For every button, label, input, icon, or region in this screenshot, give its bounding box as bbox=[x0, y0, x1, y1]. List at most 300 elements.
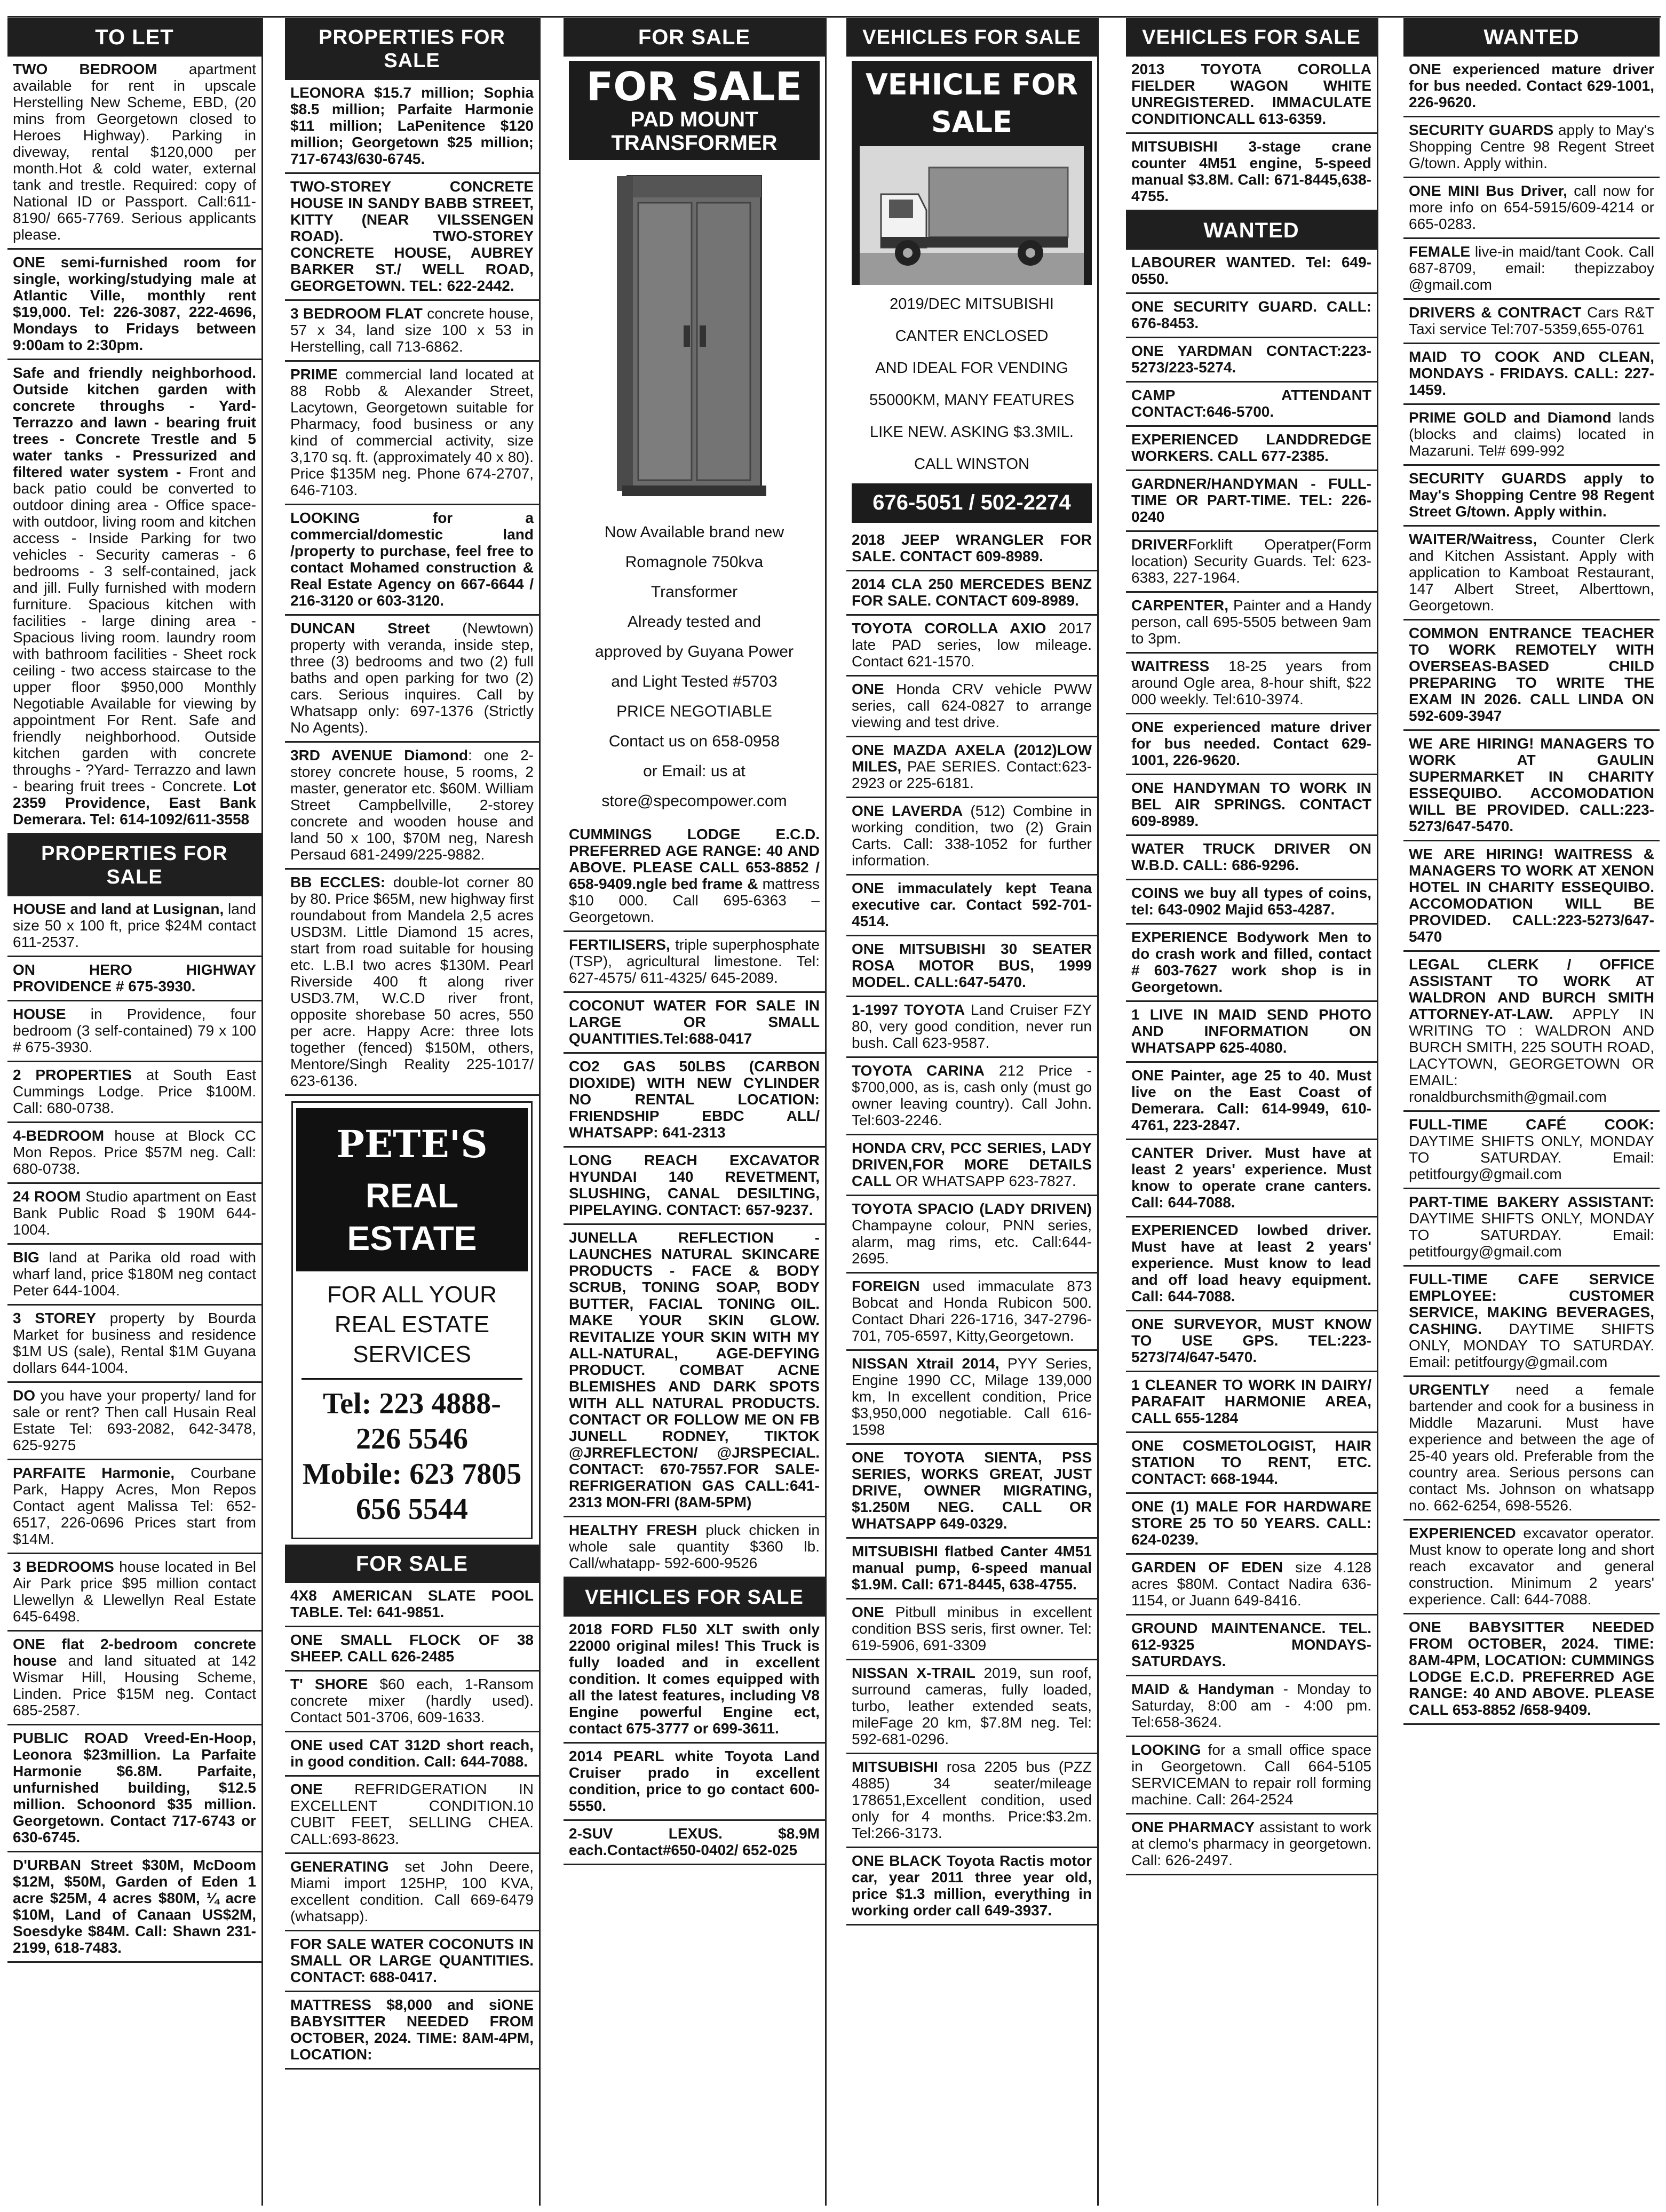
classified-ad-body: set John Deere, Miami import 125HP, 100 KVA, excellent condition. Call 669-6479 (whatsapp). bbox=[290, 1858, 534, 1924]
for-sale-list-3 bbox=[564, 822, 825, 1578]
classified-ad-lead: PARFAITE Harmonie, bbox=[13, 1465, 175, 1481]
classified-ad bbox=[846, 1754, 1097, 1848]
classified-ad-lead: BB ECCLES: bbox=[290, 874, 386, 890]
classified-ad-body: and land situated at 142 Wismar Hill, Housing Scheme, Linden. Price $15M neg. Contact 685-2587. bbox=[13, 1652, 256, 1718]
classified-ad-body: (512) Combine in working condition, two (2) Grain Carts. Call: 338-1052 for further information. bbox=[852, 802, 1092, 869]
classified-ad-body: PAE SERIES. Contact:623-2923 or 225-6181. bbox=[852, 758, 1092, 791]
classified-ad bbox=[1126, 1063, 1377, 1140]
classified-ad-lead: HEALTHY FRESH bbox=[569, 1522, 697, 1538]
ad-text-line: Romagnole 750kva bbox=[625, 553, 764, 571]
classified-ad bbox=[1403, 1267, 1660, 1377]
transformer-ad-title: FOR SALE bbox=[586, 64, 803, 110]
classified-ad-lead: ONE SMALL FLOCK OF 38 SHEEP. CALL 626-2485 bbox=[290, 1632, 534, 1665]
classified-ad-lead: WE ARE HIRING! MANAGERS TO WORK AT GAULIN SUPERMARKET IN CHARITY ESSEQUIBO. ACCOMODATION WILL BE PROVIDED. CALL:223-5273/647-5470. bbox=[1409, 735, 1654, 834]
classified-ad-lead: URGENTLY bbox=[1409, 1381, 1490, 1398]
classified-ad-lead: CAMP ATTENDANT CONTACT:646-5700. bbox=[1131, 387, 1371, 420]
classified-ad-lead: Safe and friendly neighborhood. Outside kitchen garden with concrete throughs - Yard- Terrazzo and lawn - bearing fruit trees - Concrete Trestle and 5 water tanks - Pressurized and filtered water system - bbox=[13, 364, 256, 480]
petes-tel: Tel: 223 4888- bbox=[323, 1387, 501, 1420]
classified-ad-lead: 2018 FORD FL50 XLT swith only 22000 original miles! This Truck is fully loaded and in excellent condition. It comes equipped with all the latest features, including V8 Engine powerful Engine ect, contact 675-3777 or 699-3611. bbox=[569, 1621, 820, 1737]
classified-ad bbox=[1126, 1218, 1377, 1311]
classified-ad bbox=[285, 1931, 539, 1992]
classified-ad-body: Front and back patio could be converted to outdoor dining area - Office space- with outdoor, living room and kitchen access - Inside Parking for two vehicles - Security cameras - 6 bedrooms - 3 self-contained, jack and jill. Fully furnished with modern furniture. Spacious kitchen with facilities - large dining area - Spacious living room. laundry room with bathroom facilities - Sheet rock ceiling - two access staircase to the upper floor $950,000 Monthly Negotiable Available for viewing by appointment For Rent. Safe and friendly neighborhood. Outside kitchen garden with concrete throughs - ?Yard- Terrazzo and lawn - bearing fruit trees - Concrete. bbox=[13, 464, 256, 794]
classified-ad bbox=[846, 1539, 1097, 1600]
classified-ad-lead: ONE YARDMAN CONTACT:223-5273/223-5274. bbox=[1131, 343, 1371, 376]
classified-ad-lead: ONE semi-furnished room for single, working/studying male at Atlantic Ville, monthly rent $19,000. Tel: 226-3087, 222-4696, Mondays to Fridays between 9:00am to 2:30pm. bbox=[13, 254, 256, 353]
classified-ad-body: Honda CRV vehicle PWW series, call 624-0827 to arrange viewing and test drive. bbox=[852, 681, 1092, 730]
classified-ad-body: Courbane Park, Happy Acres, Mon Repos Contact agent Malissa Tel: 652-6517, 226-0696 Prices start from $14M. bbox=[13, 1465, 256, 1547]
classified-ad-body: excavator operator. Must know to operate long and short reach excavator and general construction. Minimum 2 years' experience. Call: 644-7088. bbox=[1409, 1525, 1654, 1608]
classified-ad bbox=[285, 870, 539, 1096]
classified-ad bbox=[1403, 178, 1660, 239]
classified-ad bbox=[1403, 1614, 1660, 1725]
classified-ad bbox=[285, 1672, 539, 1732]
classified-ad bbox=[846, 876, 1097, 936]
classifieds-page bbox=[5, 0, 1661, 2209]
classified-ad-body: APPLY IN WRITING TO : WALDRON AND BURCH SMITH, 225 SOUTH ROAD, LACYTOWN, GEORGETOWN OR EMAIL: ronaldburchsmith@gmail.com bbox=[1409, 1006, 1654, 1105]
petes-logo: PETE'S bbox=[296, 1108, 528, 1172]
classified-ad-body: DAYTIME SHIFTS ONLY, MONDAY TO SATURDAY. Email: petitfourgy@gmail.com bbox=[1409, 1133, 1654, 1182]
classified-ad-lead: ONE (1) MALE FOR HARDWARE STORE 25 TO 50 YEARS. CALL: 624-0239. bbox=[1131, 1498, 1371, 1548]
classified-ad-lead: ONE MITSUBISHI 30 SEATER ROSA MOTOR BUS, 1999 MODEL. CALL:647-5470. bbox=[852, 941, 1092, 990]
classified-ad bbox=[564, 1148, 825, 1225]
section-header-properties-for-sale: PROPERTIES FOR SALE bbox=[7, 834, 261, 896]
classified-ad-lead: 3RD AVENUE Diamond bbox=[290, 747, 468, 763]
classified-ad bbox=[1126, 1676, 1377, 1737]
classified-ad-lead: GROUND MAINTENANCE. TEL. 612-9325 MONDAYS-SATURDAYS. bbox=[1131, 1620, 1371, 1669]
vehicles-list-4 bbox=[846, 527, 1097, 1925]
classified-ad bbox=[564, 1517, 825, 1578]
classified-ad bbox=[7, 360, 261, 834]
classified-ad-lead: ONE bbox=[852, 681, 884, 697]
classified-ad-body: apply to May's Shopping Centre 98 Regent Street G/town. Apply within. bbox=[1409, 122, 1654, 171]
classified-ad bbox=[846, 1135, 1097, 1196]
classified-ad-lead: 2-SUV LEXUS. $8.9M each.Contact#650-0402/ 652-025 bbox=[569, 1825, 820, 1858]
classified-ad-lead: SECURITY GUARDS bbox=[1409, 122, 1554, 138]
classified-ad-lead: ONE experienced mature driver for bus needed. Contact 629-1001, 226-9620. bbox=[1131, 719, 1371, 768]
vehicles-list-5 bbox=[1126, 57, 1377, 211]
classified-ad-body: in Providence, four bedroom (3 self-contained) 79 x 100 # 675-3930. bbox=[13, 1006, 256, 1055]
ad-text-line: Transformer bbox=[650, 583, 738, 601]
classified-ad-lead: TOYOTA CARINA bbox=[852, 1062, 985, 1079]
column-wanted bbox=[1403, 18, 1660, 2206]
classified-ad-body: Land Cruiser FZY 80, very good condition, never run bush. Call 623-9587. bbox=[852, 1001, 1092, 1051]
classified-ad-lead: TOYOTA SPACIO (LADY DRIVEN) bbox=[852, 1200, 1092, 1217]
classified-ad bbox=[1403, 300, 1660, 344]
classified-ad bbox=[7, 957, 261, 1001]
classified-ad bbox=[7, 896, 261, 957]
section-header-for-sale: FOR SALE bbox=[564, 18, 825, 57]
classified-ad-lead: FOR SALE WATER COCONUTS IN SMALL OR LARGE QUANTITIES. CONTACT: 688-0417. bbox=[290, 1936, 534, 1985]
classified-ad-lead: LEONORA $15.7 million; Sophia $8.5 million; Parfaite Harmonie $11 million; LaPenitence $120 million; Georgetown $25 million; 717-6743/630-6745. bbox=[290, 84, 534, 167]
classified-ad bbox=[1403, 344, 1660, 405]
vehicle-ad-phone: 676-5051 / 502-2274 bbox=[872, 491, 1071, 514]
page-top-rule bbox=[7, 0, 1661, 18]
classified-ad-body: 2019, sun roof, surround cameras, fully loaded, turbo, leather extended seats, mileFage 20 km, $7.8M neg. Tel: 592-681-0296. bbox=[852, 1665, 1092, 1747]
section-header-properties-for-sale-2: PROPERTIES FOR SALE bbox=[285, 18, 539, 80]
classified-ad bbox=[285, 1627, 539, 1672]
classified-ad-lead: PART-TIME BAKERY ASSISTANT: bbox=[1409, 1193, 1654, 1210]
classified-ad bbox=[285, 1583, 539, 1627]
classified-ad-lead: ONE bbox=[852, 1604, 884, 1620]
to-let-list bbox=[7, 57, 261, 834]
ad-text-line: Contact us on 658-0958 bbox=[608, 733, 780, 750]
classified-ad bbox=[846, 1274, 1097, 1351]
classified-ad-lead: 3 BEDROOMS bbox=[13, 1558, 114, 1575]
classified-ad-body: house at Block CC Mon Repos. Price $57M neg. Call: 680-0738. bbox=[13, 1127, 256, 1177]
classified-ad-lead: LOOKING for a commercial/domestic land /property to purchase, feel free to contact Mohamed construction & Real Estate Agency on 667-6644 / 216-3120 or 603-3120. bbox=[290, 510, 534, 609]
classified-ad bbox=[1403, 527, 1660, 620]
column-vehicles-and-wanted bbox=[1126, 18, 1378, 2206]
classified-ad bbox=[7, 1123, 261, 1184]
classified-ad bbox=[846, 997, 1097, 1058]
classified-ad-lead: ONE bbox=[290, 1781, 323, 1797]
classified-ad-body: OR WHATSAPP 623-7827. bbox=[891, 1173, 1076, 1189]
classified-ad-body: Forklift Operatper(Form location) Security Guards. Tel: 623-6383, 227-1964. bbox=[1131, 536, 1371, 586]
classified-ad bbox=[7, 250, 261, 360]
section-header-to-let: TO LET bbox=[7, 18, 261, 57]
classified-ad bbox=[285, 1777, 539, 1854]
classified-ad-lead: EXPERIENCED bbox=[1409, 1525, 1516, 1541]
classified-ad-lead: 1 CLEANER TO WORK IN DAIRY/ PARAFAIT HARMONIE AREA, CALL 655-1284 bbox=[1131, 1376, 1371, 1426]
classified-ad-lead: MITSUBISHI flatbed Canter 4M51 manual pump, 6-speed manual $1.9M. Call: 671-8445, 638-4755. bbox=[852, 1543, 1092, 1593]
classified-ad-body: double-lot corner 80 by 80. Price $65M, new highway first roundabout from Mandela 2,5 acres USD3M. Little Diamond 15 acres, start from road suitable for housing etc. L.B.I two acres $130M. Pearl Riverside 400 ft along river USD3.7M, W.C.D river front, opposite shorebase 50 acres, 550 per acre. Happy Acre: three lots together (fenced) $150M, others, Mentore/Singh Reality 225-1017/ 623-6136. bbox=[290, 874, 534, 1089]
classified-ad bbox=[1126, 532, 1377, 593]
classified-ad-lead: FULL-TIME CAFÉ COOK: bbox=[1409, 1116, 1654, 1133]
petes-mobile-2: 656 5544 bbox=[356, 1493, 468, 1526]
classified-ad bbox=[1126, 1140, 1377, 1218]
classified-ad bbox=[285, 505, 539, 616]
classified-ad bbox=[285, 743, 539, 870]
classified-ad bbox=[7, 1306, 261, 1383]
classified-ad bbox=[285, 362, 539, 505]
classified-ad-body: concrete house, 57 x 34, land size 100 x 53 in Herstelling, call 713-6862. bbox=[290, 305, 534, 355]
classified-ad bbox=[846, 1196, 1097, 1274]
classified-ad-lead: 2 PROPERTIES bbox=[13, 1067, 132, 1083]
classified-ad bbox=[846, 1600, 1097, 1660]
classified-ad-lead: ONE SECURITY GUARD. CALL: 676-8453. bbox=[1131, 298, 1371, 331]
classified-ad bbox=[846, 1351, 1097, 1445]
classified-ad bbox=[7, 1383, 261, 1460]
classified-ad bbox=[1126, 1433, 1377, 1494]
petes-mobile: Mobile: 623 7805 bbox=[302, 1458, 522, 1491]
ad-text-line: approved by Guyana Power bbox=[595, 643, 794, 661]
petes-tagline: FOR ALL YOUR REAL ESTATE SERVICES bbox=[302, 1271, 522, 1380]
classified-ad-lead: 4-BEDROOM bbox=[13, 1127, 105, 1144]
column-vehicles-for-sale bbox=[846, 18, 1099, 2206]
classified-ad bbox=[564, 1821, 825, 1865]
classified-ad bbox=[7, 1852, 261, 1963]
ad-text-line: 55000KM, MANY FEATURES bbox=[869, 392, 1075, 409]
classified-ad-body: for a small office space in Georgetown. Call 664-5105 SERVICEMAN to repair roll forming machine. Call: 264-2524 bbox=[1131, 1741, 1371, 1808]
classified-ad bbox=[1126, 1815, 1377, 1875]
classified-ad-body: - Monday to Saturday, 8:00 am - 4:00 pm. Tel:658-3624. bbox=[1131, 1681, 1371, 1730]
classified-ad-lead: COMMON ENTRANCE TEACHER TO WORK REMOTELY WITH OVERSEAS-BASED CHILD PREPARING TO WRITE THE EXAM IN 2026. CALL LINDA ON 592-609-3947 bbox=[1409, 625, 1654, 724]
classified-ad-body: (Newtown) property with veranda, inside step, three (3) bedrooms and two (2) full baths and open parking for two (2) cars. Serious inquires. Call by Whatsapp only: 697-1376 (Strictly No Agents). bbox=[290, 620, 534, 736]
classified-ad-body: Champayne colour, PNN series, alarm, mag rims, etc. Call:644-2695. bbox=[852, 1217, 1092, 1267]
classified-ad-lead: 4X8 AMERICAN SLATE POOL TABLE. Tel: 641-9851. bbox=[290, 1587, 534, 1620]
classified-ad-lead: 3 BEDROOM FLAT bbox=[290, 305, 423, 322]
petes-logo-subtitle: REAL ESTATE bbox=[296, 1172, 528, 1271]
classified-ad bbox=[7, 1245, 261, 1306]
classified-ad-lead: 2013 TOYOTA COROLLA FIELDER WAGON WHITE UNREGISTERED. IMMACULATE CONDITIONCALL 613-6359. bbox=[1131, 61, 1371, 127]
classified-ad-lead: MAID & Handyman bbox=[1131, 1681, 1275, 1697]
classified-ad bbox=[1126, 836, 1377, 880]
classified-ad-lead: ONE TOYOTA SIENTA, PSS SERIES, WORKS GREAT, JUST DRIVE, OWNER MIGRATING, $1.250M NEG. CALL OR WHATSAPP 649-0329. bbox=[852, 1449, 1092, 1532]
classified-ad-body: PYY Series, Engine 1990 CC, Milage 139,000 km, In excellent condition, Price $3,950,000 negotiable. Call 616-1598 bbox=[852, 1355, 1092, 1438]
classified-ad bbox=[846, 616, 1097, 677]
classified-ad-body: live-in maid/tant Cook. Call 687-8709, email: thepizzaboy @gmail.com bbox=[1409, 243, 1654, 293]
classified-ad-body: used immaculate 873 Bobcat and Honda Rubicon 500. Contact Dhari 226-1716, 347-2796-701, 705-6597, Kitty,Georgetown. bbox=[852, 1278, 1092, 1344]
petes-tel-2: 226 5546 bbox=[356, 1422, 468, 1455]
classified-ad bbox=[1126, 880, 1377, 925]
ad-text-line: CANTER ENCLOSED bbox=[895, 328, 1049, 345]
classified-ad-lead: ONE immaculately kept Teana executive car. Contact 592-701-4514. bbox=[852, 880, 1092, 929]
classified-ad bbox=[1126, 654, 1377, 714]
transformer-image bbox=[606, 165, 782, 507]
classified-ad-lead: PRIME bbox=[290, 366, 338, 383]
ad-text-line: PRICE NEGOTIABLE bbox=[616, 703, 772, 720]
classified-ad bbox=[564, 1744, 825, 1821]
classified-ad bbox=[285, 1854, 539, 1931]
vehicle-ad-text bbox=[852, 285, 1092, 483]
ad-text-line: 2019/DEC MITSUBISHI bbox=[890, 296, 1054, 313]
wanted-list-5 bbox=[1126, 250, 1377, 1875]
vehicle-ad-title: VEHICLE FOR SALE bbox=[865, 68, 1078, 139]
classified-ad-lead: ONE COSMETOLOGIST, HAIR STATION TO RENT, ETC. CONTACT: 668-1944. bbox=[1131, 1437, 1371, 1487]
classified-ad-body: need a female bartender and cook for a business in Middle Mazaruni. Must have experience and between the age of 25-40 years old. Preferable from the country area. Serious persons can contact Ms. Johnson on whatsapp no. 662-6254, 698-5526. bbox=[1409, 1381, 1654, 1514]
classified-ad bbox=[1403, 117, 1660, 178]
classified-ad bbox=[564, 822, 825, 932]
classified-ad bbox=[846, 527, 1097, 571]
classified-ad-body: size 4.128 acres $80M. Contact Nadira 636-1154, or Juann 649-8416. bbox=[1131, 1559, 1371, 1609]
ad-text-line: store@specompower.com bbox=[601, 792, 787, 810]
classified-ad bbox=[1403, 405, 1660, 466]
classified-ad bbox=[1403, 1189, 1660, 1267]
classified-ad-lead: WAITRESS bbox=[1131, 658, 1210, 674]
classified-ad bbox=[1126, 1616, 1377, 1676]
classified-ad-body: Counter Clerk and Kitchen Assistant. Apply with application to Kamboat Restaurant, 147 Albert Street, Alberttown, Georgetown. bbox=[1409, 531, 1654, 614]
classified-ad-lead: CO2 GAS 50LBS (CARBON DIOXIDE) WITH NEW CYLINDER NO RENTAL LOCATION: FRIENDSHIP EBDC ALL/ WHATSAPP: 641-2313 bbox=[569, 1058, 820, 1141]
classified-ad-lead: 1 LIVE IN MAID SEND PHOTO AND INFORMATION ON WHATSAPP 625-4080. bbox=[1131, 1006, 1371, 1056]
classified-ad-body: land size 50 x 100 ft, price $24M contact 611-2537. bbox=[13, 901, 256, 950]
classified-ad-lead: PRIME GOLD and Diamond bbox=[1409, 409, 1612, 426]
classified-ad bbox=[1126, 471, 1377, 532]
classified-ad bbox=[285, 301, 539, 362]
ad-text-line: and Light Tested #5703 bbox=[611, 673, 778, 690]
classified-ad bbox=[1126, 57, 1377, 134]
classified-ad-lead: DO bbox=[13, 1387, 35, 1404]
classified-ad bbox=[846, 936, 1097, 997]
classified-ad-lead: ON HERO HIGHWAY PROVIDENCE # 675-3930. bbox=[13, 961, 256, 994]
classified-ad-lead: TOYOTA COROLLA AXIO bbox=[852, 620, 1046, 636]
classified-ad bbox=[1126, 427, 1377, 471]
classified-ad bbox=[1126, 294, 1377, 338]
classified-ad-lead: ONE Painter, age 25 to 40. Must live on the East Coast of Demerara. Call: 614-9949, 610-4761, 223-2847. bbox=[1131, 1067, 1371, 1133]
classified-ad-lead: GENERATING bbox=[290, 1858, 389, 1875]
section-header-vehicles-for-sale-2: VEHICLES FOR SALE bbox=[564, 1578, 825, 1617]
classified-ad-body: at South East Cummings Lodge. Price $100M. Call: 680-0738. bbox=[13, 1067, 256, 1116]
classified-ad-lead: TWO-STOREY CONCRETE HOUSE IN SANDY BABB STREET, KITTY (NEAR VILSSENGEN ROAD). TWO-STOREY CONCRETE HOUSE, AUBREY BARKER ST./ WELL ROAD, GEORGETOWN. TEL: 622-2442. bbox=[290, 178, 534, 294]
classified-ad bbox=[1126, 593, 1377, 654]
classified-ad bbox=[1126, 383, 1377, 427]
classified-ad bbox=[1403, 731, 1660, 841]
classified-ad-lead: EXPERIENCE Bodywork Men to do crash work and filled, contact # 603-7627 work shop is in Georgetown. bbox=[1131, 929, 1371, 995]
classified-ad-lead: NISSAN Xtrail 2014, bbox=[852, 1355, 999, 1372]
classified-ad bbox=[1126, 1494, 1377, 1555]
section-header-wanted: WANTED bbox=[1126, 211, 1377, 250]
classified-ad-lead: 2014 CLA 250 MERCEDES BENZ FOR SALE. CONTACT 609-8989. bbox=[852, 576, 1092, 609]
classified-ad bbox=[285, 80, 539, 174]
classified-ad-body: DAYTIME SHIFTS ONLY, MONDAY TO SATURDAY. Email: petitfourgy@gmail.com bbox=[1409, 1210, 1654, 1260]
classified-ad-lead: LONG REACH EXCAVATOR HYUNDAI 140 REVETMENT, SLUSHING, CANAL DESILTING, PIPELAYING. CONTACT: 657-9237. bbox=[569, 1152, 820, 1218]
classified-ad bbox=[1126, 775, 1377, 836]
classified-ad-lead: BIG bbox=[13, 1249, 39, 1266]
classified-ad-body: Studio apartment on East Bank Public Road $ 190M 644-1004. bbox=[13, 1188, 257, 1238]
classified-ad-lead: FULL-TIME CAFE SERVICE EMPLOYEE: CUSTOMER SERVICE, MAKING BEVERAGES, CASHING. bbox=[1409, 1271, 1654, 1337]
classified-ad bbox=[1126, 338, 1377, 383]
classified-ad bbox=[846, 1058, 1097, 1135]
classified-ad-lead: PUBLIC ROAD Vreed-En-Hoop, Leonora $23million. La Parfaite Harmonie $6.8M. Parfaite, unfurnished building, $12.5 million. Schoonord $35 million. Georgetown. Contact 717-6743 or 630-6745. bbox=[13, 1730, 256, 1845]
classified-ad-lead: MATTRESS $8,000 and siONE BABYSITTER NEEDED FROM OCTOBER, 2024. TIME: 8AM-4PM, LOCATION: bbox=[290, 1996, 534, 2063]
classified-ad-lead: ONE HANDYMAN TO WORK IN BEL AIR SPRINGS. CONTACT 609-8989. bbox=[1131, 779, 1371, 829]
vehicle-ad-banner bbox=[852, 61, 1092, 523]
classified-ad-lead: COINS we buy all types of coins, tel: 643-0902 Majid 653-4287. bbox=[1131, 885, 1371, 918]
section-header-vehicles-for-sale-3: VEHICLES FOR SALE bbox=[1126, 18, 1377, 57]
classified-ad bbox=[285, 1992, 539, 2070]
classified-ad-body: assistant to work at clemo's pharmacy in georgetown. Call: 626-2497. bbox=[1131, 1819, 1372, 1868]
classified-ad-lead: DRIVER bbox=[1131, 536, 1188, 553]
classified-ad-lead: GARDEN OF EDEN bbox=[1131, 1559, 1283, 1576]
classified-ad-lead: HOUSE bbox=[13, 1006, 66, 1022]
classified-ad-body: property by Bourda Market for business and residence $1M US (sale), Rental $1M Guyana dollars 644-1004. bbox=[13, 1310, 256, 1376]
classified-ad-lead: EXPERIENCED LANDDREDGE WORKERS. CALL 677-2385. bbox=[1131, 431, 1371, 464]
properties-list-2 bbox=[285, 80, 539, 1096]
classified-ad bbox=[1126, 1002, 1377, 1063]
transformer-ad-text bbox=[564, 512, 825, 822]
classified-ad-lead: ONE PHARMACY bbox=[1131, 1819, 1255, 1835]
classified-ad-lead: MAID TO COOK AND CLEAN, MONDAYS - FRIDAYS. CALL: 227-1459. bbox=[1409, 348, 1654, 398]
classified-ad bbox=[1126, 925, 1377, 1002]
classified-ad-body: $60 each, 1-Ransom concrete mixer (hardly used). Contact 501-3706, 609-1633. bbox=[290, 1676, 534, 1725]
truck-image bbox=[860, 146, 1084, 285]
transformer-ad-subtitle: PAD MOUNT TRANSFORMER bbox=[611, 108, 778, 155]
classified-ad-lead: ONE used CAT 312D short reach, in good condition. Call: 644-7088. bbox=[290, 1737, 534, 1770]
classified-ad-tail: Lot 2359 Providence, East Bank Demerara. Tel: 614-1092/611-3558 bbox=[13, 778, 256, 827]
classified-ad-lead: ONE BABYSITTER NEEDED FROM OCTOBER, 2024. TIME: 8AM-4PM, LOCATION: CUMMINGS LODGE E.C.D. PREFERRED AGE RANGE: 40 AND ABOVE. PLEASE CALL 653-8852 /658-9409. bbox=[1409, 1619, 1654, 1718]
classified-ad-lead: 24 ROOM bbox=[13, 1188, 81, 1205]
ad-text-line: or Email: us at bbox=[643, 762, 745, 780]
classified-ad-lead: CUMMINGS LODGE E.C.D. PREFERRED AGE RANGE: 40 AND ABOVE. PLEASE CALL 653-8852 / 658-9409.ngle bed frame & bbox=[569, 826, 820, 892]
classified-ad bbox=[1403, 239, 1660, 300]
transformer-ad-banner bbox=[569, 61, 820, 160]
classified-ad bbox=[1403, 1521, 1660, 1614]
classified-ad-body: triple superphosphate (TSP), agricultural limestone. Tel: 627-4575/ 611-4325/ 645-2089. bbox=[569, 936, 820, 986]
classified-ad bbox=[846, 1848, 1097, 1925]
classified-ad bbox=[7, 1725, 261, 1852]
classified-ad bbox=[7, 1184, 261, 1245]
classified-ad bbox=[1403, 1377, 1660, 1521]
classified-ad-body: 18-25 years from around Ogle area, 8-hour shift, $22 000 weekly. Tel:610-3974. bbox=[1131, 658, 1371, 707]
classified-ad-body: commercial land located at 88 Robb & Alexander Street, Lacytown, Georgetown suitable for Pharmacy, food business or any kind of commercial activity, size 3,170 sq. ft. (approximately 40 x 80). Price $135M neg. Phone 674-2707, 646-7103. bbox=[290, 366, 534, 498]
classified-ad-lead: DUNCAN Street bbox=[290, 620, 430, 636]
classified-ad bbox=[285, 174, 539, 301]
ad-text-line: AND IDEAL FOR VENDING bbox=[875, 360, 1068, 377]
classified-ad bbox=[564, 932, 825, 993]
classified-ad-lead: NISSAN X-TRAIL bbox=[852, 1665, 975, 1681]
classified-ad-body: 2017 late PAD series, low mileage. Contact 621-1570. bbox=[852, 620, 1092, 670]
classified-ad bbox=[1126, 250, 1377, 294]
classified-ad bbox=[285, 616, 539, 743]
classified-ad-body: land at Parika old road with wharf land, price $180M neg contact Peter 644-1004. bbox=[13, 1249, 256, 1299]
classified-ad-body: apartment available for rent in upscale Herstelling New Scheme, EBD, (20 mins from Georgetown closed to Heroes Highway). Parking in diveway, rental $120,000 per month.Hot & cold water, external tank and trestle. Required: copy of National ID or Passport. Call:611-8190/ 665-7769. Serious applicants please. bbox=[13, 61, 256, 243]
classified-ad-lead: SECURITY GUARDS apply to May's Shopping Centre 98 Regent Street G/town. Apply within. bbox=[1409, 470, 1654, 520]
section-header-wanted-2: WANTED bbox=[1403, 18, 1660, 57]
classified-ad-lead: ONE experienced mature driver for bus needed. Contact 629-1001, 226-9620. bbox=[1409, 61, 1654, 110]
classified-ad-body: you have your property/ land for sale or rent? Then call Husain Real Estate Tel: 693-2082, 642-3478, 625-9275 bbox=[13, 1387, 256, 1453]
petes-real-estate-ad bbox=[291, 1101, 533, 1539]
classified-ad bbox=[285, 1732, 539, 1777]
classified-ad-lead: 1-1997 TOYOTA bbox=[852, 1001, 965, 1018]
ad-text-line: LIKE NEW. ASKING $3.3MIL. bbox=[870, 424, 1074, 441]
classified-ad-body: rosa 2205 bus (PZZ 4885) 34 seater/mileage 178651,Excellent condition, used only for 4 months. Price:$3.2m. Tel:266-3173. bbox=[852, 1759, 1092, 1841]
classified-ad bbox=[1126, 1311, 1377, 1372]
wanted-list-6 bbox=[1403, 57, 1660, 1725]
classified-ad bbox=[1403, 952, 1660, 1112]
classified-ad-lead: LOOKING bbox=[1131, 1741, 1201, 1758]
classified-ad-lead: COCONUT WATER FOR SALE IN LARGE OR SMALL QUANTITIES.Tel:688-0417 bbox=[569, 997, 820, 1047]
classified-ad-body: house located in Bel Air Park price $95 million contact Llewellyn & Llewellyn Real Estate 645-6498. bbox=[13, 1558, 256, 1625]
classified-ad-lead: ONE MAZDA AXELA (2012)LOW MILES, bbox=[852, 742, 1092, 775]
classified-ad-lead: ONE MINI Bus Driver, bbox=[1409, 182, 1567, 199]
classified-ad bbox=[1403, 620, 1660, 731]
classified-ad-lead: ONE SURVEYOR, MUST KNOW TO USE GPS. TEL:223-5273/74/647-5470. bbox=[1131, 1316, 1371, 1365]
classified-ad-body: call now for more info on 654-5915/609-4214 or 665-0283. bbox=[1409, 182, 1654, 232]
classified-ad-lead: HOUSE and land at Lusignan, bbox=[13, 901, 224, 917]
classified-ad-lead: 3 STOREY bbox=[13, 1310, 96, 1326]
classified-ad-lead: 2018 JEEP WRANGLER FOR SALE. CONTACT 609-8989. bbox=[852, 531, 1092, 564]
properties-list-1 bbox=[7, 896, 261, 1963]
section-header-vehicles-for-sale: VEHICLES FOR SALE bbox=[846, 18, 1097, 57]
classified-ad-lead: DRIVERS & CONTRACT bbox=[1409, 304, 1582, 321]
classified-ad-lead: 2014 PEARL white Toyota Land Cruiser prado in excellent condition, price to go contact 600-5550. bbox=[569, 1748, 820, 1814]
section-header-for-sale-2: FOR SALE bbox=[285, 1545, 539, 1583]
classified-ad-lead: GARDNER/HANDYMAN - FULL-TIME OR PART-TIME. TEL: 226-0240 bbox=[1131, 475, 1371, 525]
classified-ad-body: REFRIDGERATION IN EXCELLENT CONDITION.10 CUBIT FEET, SELLING CHEA. CALL:693-8623. bbox=[290, 1781, 534, 1847]
classified-ad-lead: ONE BLACK Toyota Ractis motor car, year 2011 three year old, price $1.3 million, everything in working order call 649-3937. bbox=[852, 1852, 1092, 1919]
classified-ad-lead: CARPENTER, bbox=[1131, 597, 1229, 614]
classified-ad-body: Pitbull minibus in excellent condition BSS seris, first owner. Tel: 619-5906, 691-3309 bbox=[852, 1604, 1092, 1653]
classified-ad bbox=[1126, 1372, 1377, 1433]
classified-ad bbox=[7, 1062, 261, 1123]
classified-ad-lead: JUNELLA REFLECTION - LAUNCHES NATURAL SKINCARE PRODUCTS - FACE & BODY SCRUB, TONING SOAP, BODY BUTTER, FACIAL TONING OIL. MAKE YOUR SKIN GLOW. REVITALIZE YOUR SKIN WITH MY ALL-NATURAL, AGE-DEFYING PRODUCT. COMBAT ACNE BLEMISHES AND DARK SPOTS WITH ALL NATURAL PRODUCTS. CONTACT OR FOLLOW ME ON FB JUNELL RODNEY, TIKTOK @JRREFLECTON/ @JRSPECIAL. CONTACT: 670-7557.FOR SALE- REFRIGERATION GAS CALL:641-2313 MON-FRI (8AM-5PM) bbox=[569, 1229, 820, 1510]
vehicles-list-3 bbox=[564, 1617, 825, 1865]
classified-ad-lead: MITSUBISHI bbox=[852, 1759, 938, 1775]
classified-ad bbox=[7, 1001, 261, 1062]
classified-ad bbox=[1126, 714, 1377, 775]
classified-ad bbox=[1403, 1112, 1660, 1189]
classified-ad bbox=[564, 1617, 825, 1744]
classified-ad bbox=[7, 57, 261, 250]
for-sale-list-2 bbox=[285, 1583, 539, 2070]
column-to-let bbox=[7, 18, 263, 2206]
classified-ad-body: 212 Price - $700,000, as is, cash only (must go owner leaving country). Call John. Tel:603-2246. bbox=[852, 1062, 1092, 1128]
classified-ad bbox=[1126, 1555, 1377, 1616]
classified-ad bbox=[1126, 1737, 1377, 1815]
classified-ad bbox=[846, 1660, 1097, 1754]
classified-ad-lead: D'URBAN Street $30M, McDoom $12M, $50M, Garden of Eden 1 acre $25M, 4 acres $80M, ¼ acre $10M, Land of Canaan US$2M, Soesdyke $84M. Call: Shawn 231-2199, 618-7483. bbox=[13, 1857, 256, 1956]
classified-ad bbox=[846, 737, 1097, 798]
classified-ad-lead: ONE LAVERDA bbox=[852, 802, 963, 819]
